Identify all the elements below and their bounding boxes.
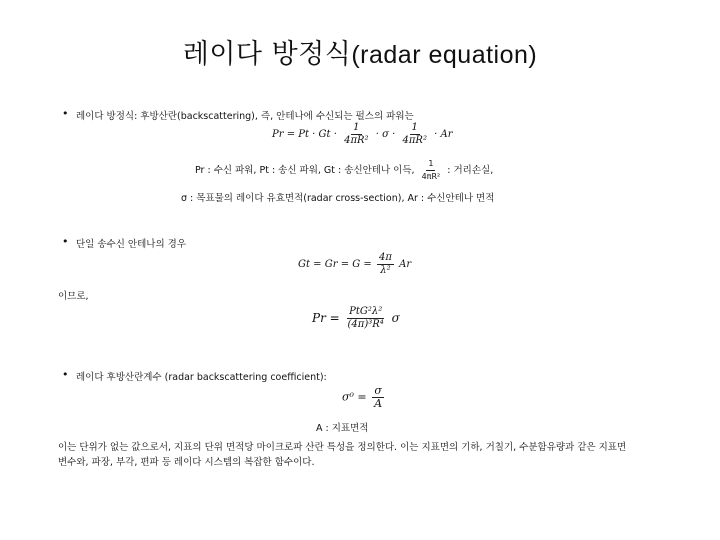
therefore-label: 이므로, xyxy=(58,291,89,302)
def-line-b: : 거리손실, xyxy=(447,165,494,176)
eq4-fraction xyxy=(372,385,384,410)
eq3-num: PtG²λ² xyxy=(349,306,383,317)
eq4-num: σ xyxy=(374,384,382,397)
definitions-line-2: σ : 목표물의 레이다 유효면적(radar cross-section), Ar : 수신안테나 면적 xyxy=(181,193,495,204)
eq4-den: A xyxy=(374,397,383,410)
eq3-fraction xyxy=(346,306,386,331)
eq3-tail: σ xyxy=(391,311,400,325)
eq1-f1-den: 4πR² xyxy=(344,135,369,146)
eq4-lhs: σ⁰ = xyxy=(342,390,367,404)
eq2-tail: Ar xyxy=(399,259,412,270)
bullet-single-antenna: • 단일 송수신 안테나의 경우 xyxy=(76,236,186,250)
radar-equation xyxy=(272,122,453,147)
eq2-num: 4π xyxy=(378,252,392,263)
eq1-mid: · σ · xyxy=(375,129,396,140)
eq2-lhs: Gt = Gr = G = xyxy=(298,259,372,270)
eq1-fraction-2 xyxy=(401,122,429,147)
definitions-line-1 xyxy=(195,158,493,183)
bullet-backscatter-coefficient: • 레이다 후방산란계수 (radar backscattering coefficient): xyxy=(76,369,327,383)
explanation-paragraph: 이는 단위가 없는 값으로서, 지표의 단위 면적당 마이크로파 산란 특성을 정의한다. 이는 지표면의 기하, 거칠기, 수분함유량과 같은 지표면 변수와, 파장, 부각, 편파 등 레이다 시스템의 복잡한 함수이다. xyxy=(58,442,627,468)
eq3-den: (4π)³R⁴ xyxy=(347,319,384,330)
bullet-radar-equation: • 레이다 방정식: 후방산란(backscattering), 즉, 안테나에 수신되는 펄스의 파워는 xyxy=(76,108,414,122)
eq2-fraction xyxy=(377,252,394,277)
eq1-f2-den: 4πR² xyxy=(402,135,427,146)
title-latin: (radar equation) xyxy=(351,41,538,69)
def-frac-num: 1 xyxy=(426,158,435,171)
area-definition: A : 지표면적 xyxy=(316,423,369,434)
eq1-f2-num: 1 xyxy=(411,122,418,133)
received-power-equation xyxy=(312,306,400,331)
def-line-a: Pr : 수신 파워, Pt : 송신 파워, Gt : 송신안테나 이득, xyxy=(195,165,415,176)
def-fraction xyxy=(420,158,443,183)
eq2-den: λ² xyxy=(380,265,391,276)
eq3-lhs: Pr = xyxy=(312,311,340,325)
title-korean: 레이다 방정식 xyxy=(182,39,352,70)
gain-equation xyxy=(298,252,411,277)
eq1-fraction-1 xyxy=(342,122,370,147)
backscatter-equation xyxy=(342,385,386,410)
eq1-tail: · Ar xyxy=(434,129,453,140)
eq1-lhs: Pr = Pt · Gt · xyxy=(272,129,337,140)
eq1-f1-num: 1 xyxy=(353,122,360,133)
def-frac-den: 4πR² xyxy=(421,172,441,181)
